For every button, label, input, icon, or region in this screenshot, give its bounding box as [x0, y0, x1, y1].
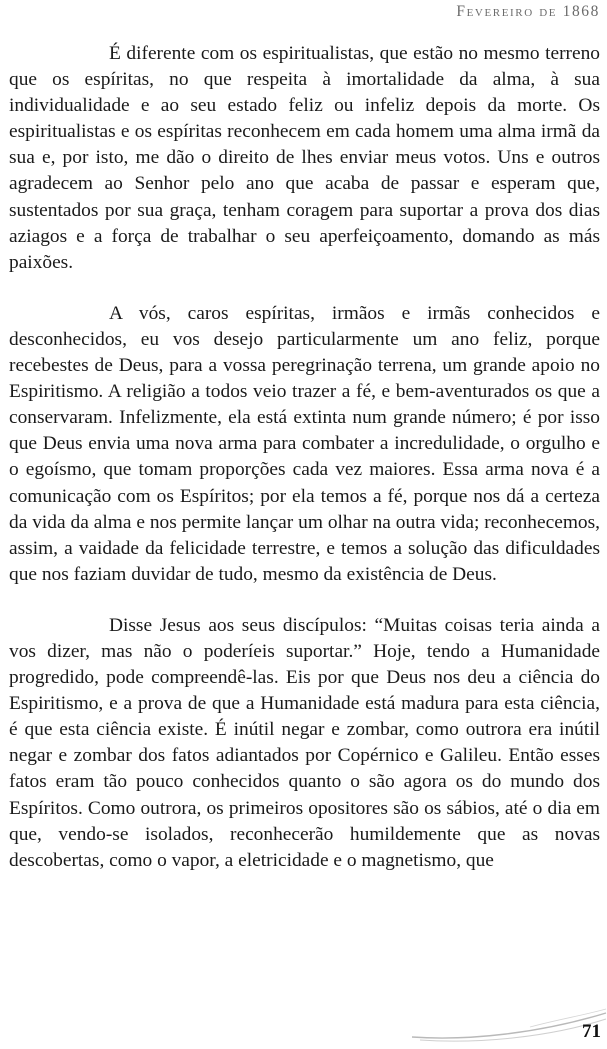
page-body [9, 41, 600, 899]
page-number: 71 [582, 1021, 601, 1042]
paragraph-3: Disse Jesus aos seus discípulos: “Muitas coisas teria ainda a vos dizer, mas não o poderíeis suportar.” Hoje, tendo a Humanidade progredido, pode compreendê-las. Eis por que Deus nos deu a ciência do Espiritismo, e a prova de que a Humanidade está madura para esta ciência, é que esta ciência existe. É inútil negar e zombar, como outrora era inútil negar e zombar dos fatos adiantados por Copérnico e Galileu. Então esses fatos eram tão pouco conhecidos quanto o são agora os do mundo dos Espíritos. Como outrora, os primeiros opositores são os sábios, até o dia em que, vendo-se isolados, reconhecerão humildemente que as novas descobertas, como o vapor, a eletricidade e o magnetismo, que [9, 614, 600, 871]
paragraph-2: A vós, caros espíritas, irmãos e irmãs conhecidos e desconhecidos, eu vos desejo particularmente um ano feliz, porque recebestes de Deus, para a vossa peregrinação terrena, um grande apoio no Espiritismo. A religião a todos veio trazer a fé, e bem-aventurados os que a conservaram. Infelizmente, ela está extinta num grande número; é por isso que Deus envia uma nova arma para combater a incredulidade, o orgulho e o egoísmo, que tomam proporções cada vez maiores. Essa arma nova é a comunicação com os Espíritos; por ela temos a fé, porque nos dá a certeza da vida da alma e nos permite lançar um olhar na outra vida; reconhecemos, assim, a vaidade da felicidade terrestre, e temos a solução das dificuldades que nos faziam duvidar de tudo, mesmo da existência de Deus. [9, 302, 600, 585]
paragraph-1: É diferente com os espiritualistas, que estão no mesmo terreno que os espíritas, no que respeita à imortalidade da alma, à sua individualidade e ao seu estado feliz ou infeliz depois da morte. Os espiritualistas e os espíritas reconhecem em cada homem uma alma irmã da sua e, por isto, me dão o direito de lhes enviar meus votos. Uns e outros agradecem ao Senhor pelo ano que acaba de passar e esperam que, sustentados por sua graça, tenham coragem para suportar a prova dos dias aziagos e a força de trabalhar o seu aperfeiçoamento, domando as más paixões. [9, 43, 600, 273]
running-header: Fevereiro de 1868 [456, 3, 600, 20]
footer-swoosh-ornament [410, 1007, 607, 1047]
